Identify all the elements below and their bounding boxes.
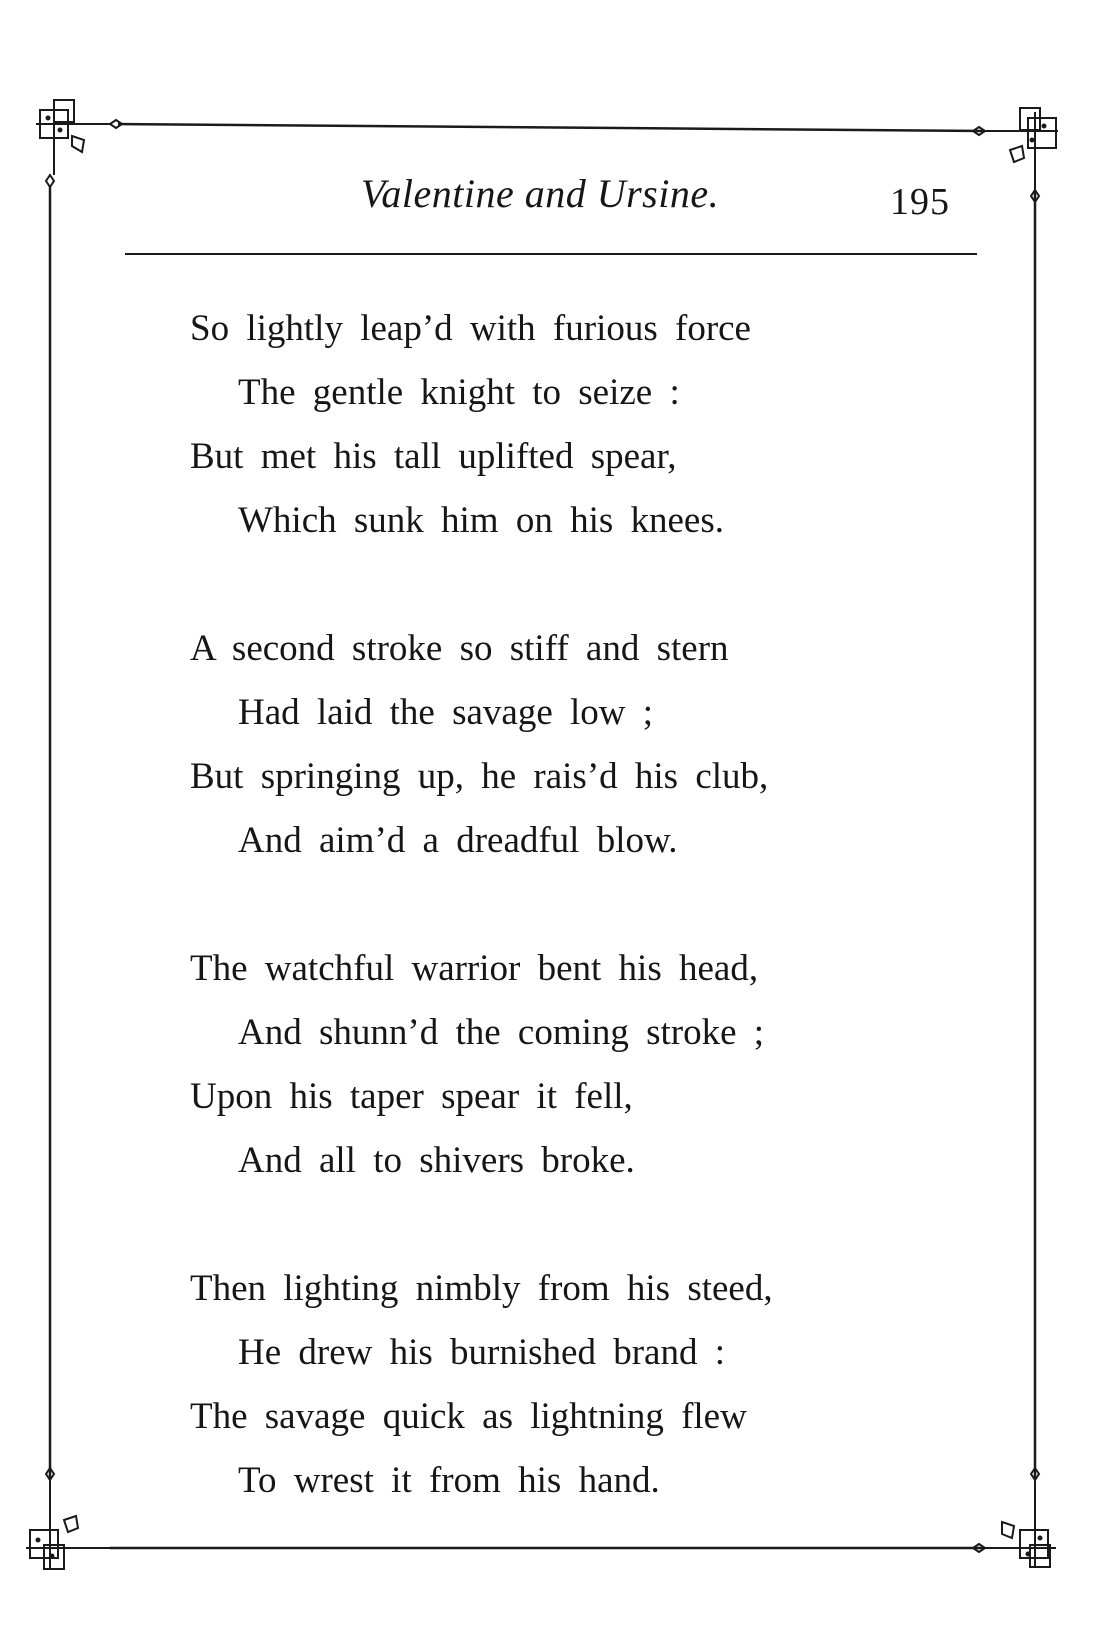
poem-line: To wrest it from his hand. xyxy=(238,1460,660,1501)
stanza-1 xyxy=(190,297,990,553)
poem-line: So lightly leap’d with furious force xyxy=(190,308,751,349)
corner-ornament-top-left xyxy=(36,100,122,187)
poem-line: And shunn’d the coming stroke ; xyxy=(238,1012,765,1053)
poem-body xyxy=(190,297,990,1577)
page-number: 195 xyxy=(890,181,950,223)
stanza-2 xyxy=(190,617,990,873)
poem-line: Which sunk him on his knees. xyxy=(238,500,725,541)
poem-line: And aim’d a dreadful blow. xyxy=(238,820,678,861)
poem-line: Upon his taper spear it fell, xyxy=(190,1076,633,1117)
corner-ornament-top-right xyxy=(973,108,1058,202)
poem-line: But met his tall uplifted spear, xyxy=(190,436,677,477)
poem-line: And all to shivers broke. xyxy=(238,1140,635,1181)
poem-line: The savage quick as lightning flew xyxy=(190,1396,747,1437)
poem-line: He drew his burnished brand : xyxy=(238,1332,725,1373)
poem-line: Then lighting nimbly from his steed, xyxy=(190,1268,773,1309)
poem-line: A second stroke so stiff and stern xyxy=(190,628,729,669)
poem-line: Had laid the savage low ; xyxy=(238,692,654,733)
poem-line: The watchful warrior bent his head, xyxy=(190,948,759,989)
stanza-4 xyxy=(190,1257,990,1513)
header-rule xyxy=(125,253,977,255)
poem-line: The gentle knight to seize : xyxy=(238,372,680,413)
poem-line: But springing up, he rais’d his club, xyxy=(190,756,769,797)
corner-ornament-bottom-left xyxy=(26,1468,110,1570)
running-header-title: Valentine and Ursine. xyxy=(360,171,720,216)
stanza-3 xyxy=(190,937,990,1193)
